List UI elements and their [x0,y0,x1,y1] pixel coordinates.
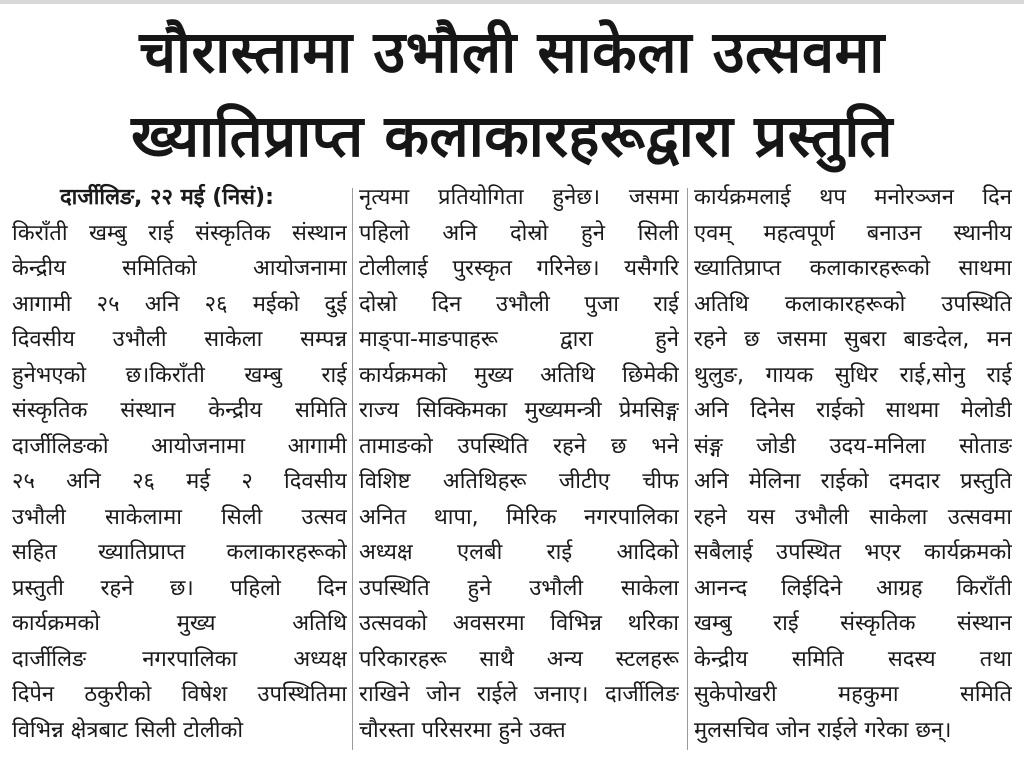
article-text-line: विभिन्न क्षेत्रबाट सिली टोलीको [12,717,244,743]
article-text-line: नृत्यमा प्रतियोगिता हुनेछ। जसमा [359,185,679,210]
article-text-line: उपस्थिति हुने उभौली साकेला [359,575,679,601]
article-text-line: दार्जीलिङको आयोजनामा आगामी [12,433,347,459]
article-text-line: दोस्रो दिन उभौली पुजा राई [359,291,679,317]
article-column-3 [694,180,1012,756]
headline-line-2: ख्यातिप्राप्त कलाकारहरूद्वारा प्रस्तुति [131,102,893,170]
article-text-line: मुलसचिव जोन राईले गरेका छन्। [694,717,952,743]
article-text-line: आनन्द लिईदिने आग्रह किराँती [694,575,1012,601]
article-text-line: दार्जीलिङ नगरपालिका अध्यक्ष [12,646,347,672]
article-text-line: अनि दिनेस राईको साथमा मेलोडी [694,398,1012,423]
article-text-line: विशिष्ट अतिथिहरू जीटीए चीफ [359,469,679,494]
article-text-line: पहिलो अनि दोस्रो हुने सिली [359,220,679,246]
article-text-line: अनि मेलिना राईको दमदार प्रस्तुति [694,469,1012,494]
article-text-line: उभौली साकेलामा सिली उत्सव [12,504,347,530]
article-text-line: एवम् महत्वपूर्ण बनाउन स्थानीय [694,220,1012,246]
article-text-line: संङ्ग जोडी उदय-मनिला सोताङ [694,433,1012,459]
article-text-line: थुलुङ, गायक सुधिर राई,सोनु राई [694,362,1012,388]
article-text-line: रहने छ जसमा सुबरा बाङदेल, मन [694,327,1012,352]
dateline: दार्जीलिङ, २२ मई (निसं): [60,185,274,210]
top-border [0,0,1024,4]
article-text-line: केन्द्रीय समिति सदस्य तथा [694,646,1012,672]
article-text-line: प्रस्तुती रहने छ। पहिलो दिन [12,575,347,601]
article-text-line: केन्द्रीय समितिको आयोजनामा [12,256,347,281]
article-text-line: अध्यक्ष एलबी राई आदिको [359,540,679,565]
article-text-line: आगामी २५ अनि २६ मईको दुई [12,291,347,317]
column-divider [687,188,688,750]
article-text-line: माङ्पा-माङपाहरू द्वारा हुने [359,327,679,352]
article-text-line: खम्बु राई संस्कृतिक संस्थान [694,611,1012,636]
article-text-line: २५ अनि २६ मई २ दिवसीय [12,469,347,494]
article-text-line: तामाङको उपस्थिति रहने छ भने [359,433,679,459]
article-text-line: राखिने जोन राईले जनाए। दार्जीलिङ [359,682,679,707]
headline-line-1: चौरास्तामा उभौली साकेला उत्सवमा [139,18,885,86]
article-text-line: उत्सवको अवसरमा विभिन्न थरिका [359,611,679,636]
article-text-line: सबैलाई उपस्थित भएर कार्यक्रमको [694,540,1012,565]
article-text-line: ख्यातिप्राप्त कलाकारहरूको साथमा [694,256,1012,281]
article-text-line: टोलीलाई पुरस्कृत गरिनेछ। यसैगरि [359,256,679,281]
article-text-line: हुनेभएको छ।किराँती खम्बु राई [12,362,347,388]
article-text-line: राज्य सिक्किमका मुख्यमन्त्री प्रेमसिङ्ग [359,398,679,423]
article-text-line: रहने यस उभौली साकेला उत्सवमा [694,504,1012,530]
article-text-line: किराँती खम्बु राई संस्कृतिक संस्थान [12,220,347,246]
article-text-line: चौरस्ता परिसरमा हुने उक्त [359,717,566,743]
article-column-1 [12,180,347,756]
article-text-line: परिकारहरू साथै अन्य स्टलहरू [359,646,679,672]
article-text-line: अनित थापा, मिरिक नगरपालिका [359,504,679,530]
column-divider [352,188,353,750]
article-text-line: दिपेन ठकुरीको विषेश उपस्थितिमा [12,682,347,707]
article-text-line: सहित ख्यातिप्राप्त कलाकारहरूको [12,540,347,565]
article-text-line: सुकेपोखरी महकुमा समिति [694,682,1012,707]
article-text-line: अतिथि कलाकारहरूको उपस्थिति [694,291,1012,317]
article-text-line: कार्यक्रमलाई थप मनोरञ्जन दिन [694,185,1012,210]
article-column-2 [359,180,679,756]
article-text-line: कार्यक्रमको मुख्य अतिथि [12,611,347,636]
article-text-line: दिवसीय उभौली साकेला सम्पन्न [12,327,347,352]
article-text-line: संस्कृतिक संस्थान केन्द्रीय समिति [12,398,347,423]
headline [0,10,1024,178]
article-text-line: कार्यक्रमको मुख्य अतिथि छिमेकी [359,362,679,388]
